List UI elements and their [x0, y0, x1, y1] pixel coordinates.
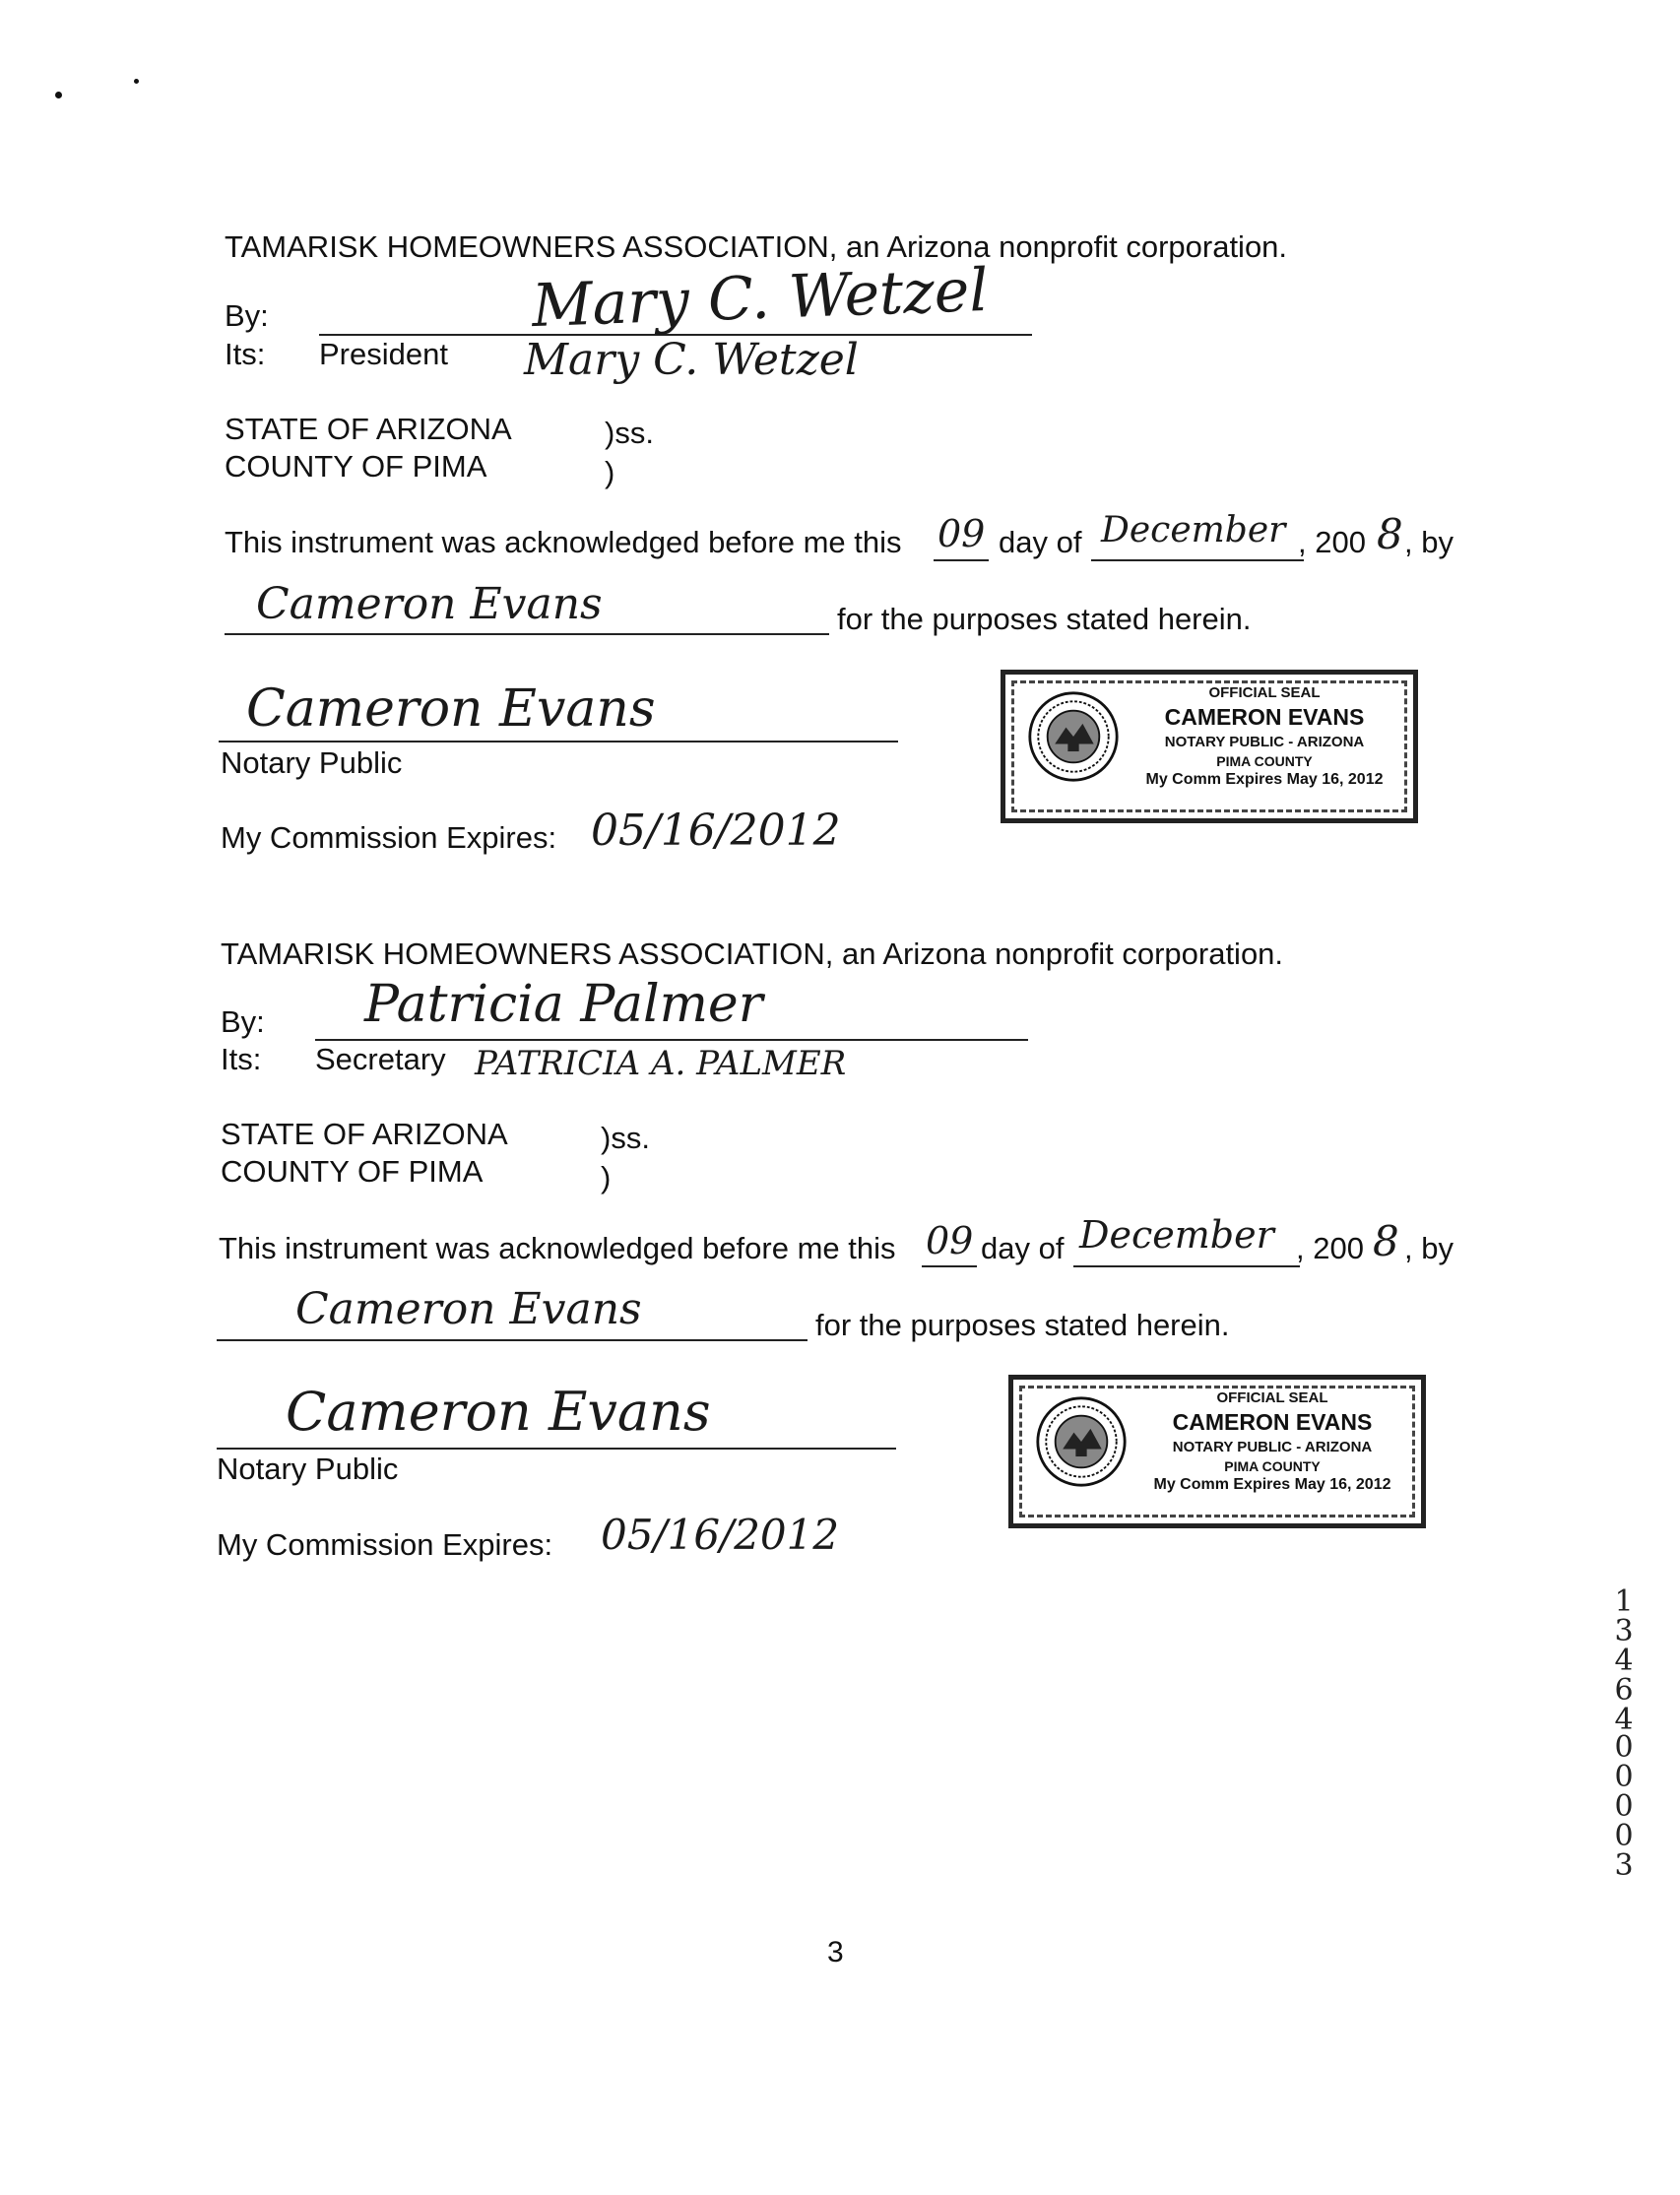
section2-acknowledger: Cameron Evans: [295, 1284, 642, 1334]
margin-digit: 3: [1614, 1614, 1634, 1648]
margin-digit: 1: [1614, 1584, 1634, 1619]
section2-acknowledger-line: [217, 1339, 808, 1341]
margin-digit: 6: [1614, 1673, 1634, 1708]
section1-county-line: COUNTY OF PIMA: [225, 449, 487, 484]
section2-ack-prefix: This instrument was acknowledged before me this: [219, 1231, 896, 1265]
margin-digit: 3: [1614, 1848, 1634, 1883]
section1-paren: ): [605, 455, 615, 489]
section1-year-digit: 8: [1377, 510, 1403, 558]
section2-month-value: December: [1079, 1213, 1274, 1257]
section1-seal-official: OFFICIAL SEAL: [1208, 684, 1321, 701]
section1-seal-name: CAMERON EVANS: [1164, 704, 1365, 730]
section2-heading: TAMARISK HOMEOWNERS ASSOCIATION, an Arizona nonprofit corporation.: [221, 936, 1284, 971]
section2-year-prefix: , 200: [1296, 1231, 1364, 1265]
scan-speck: [55, 92, 62, 98]
section2-purposes: for the purposes stated herein.: [815, 1308, 1230, 1342]
section1-title: President: [319, 337, 448, 371]
section2-its-label: Its:: [221, 1042, 262, 1076]
section1-heading: TAMARISK HOMEOWNERS ASSOCIATION, an Arizona nonprofit corporation.: [225, 229, 1288, 264]
section1-purposes: for the purposes stated herein.: [837, 602, 1252, 636]
section2-expires-value: 05/16/2012: [601, 1511, 840, 1559]
section1-month-value: December: [1101, 510, 1286, 550]
margin-digit: 0: [1614, 1760, 1634, 1794]
section2-notary-signature: Cameron Evans: [286, 1381, 711, 1443]
section1-signature: Mary C. Wetzel: [530, 255, 990, 342]
section2-notary-seal: [1008, 1375, 1426, 1528]
section2-notary-label: Notary Public: [217, 1452, 399, 1486]
section1-by-label: By:: [225, 298, 269, 333]
section1-printed-name: Mary C. Wetzel: [524, 335, 859, 385]
section2-seal-role: NOTARY PUBLIC - ARIZONA: [1172, 1439, 1373, 1455]
arizona-state-seal-icon: [1035, 1395, 1128, 1488]
section2-by-label: By:: [221, 1004, 265, 1039]
section2-state-line: STATE OF ARIZONA: [221, 1117, 508, 1151]
section1-notary-label: Notary Public: [221, 745, 403, 780]
section1-expires-value: 05/16/2012: [591, 806, 841, 856]
section1-notary-signature: Cameron Evans: [246, 679, 656, 739]
section1-day-line: [934, 559, 989, 561]
section2-seal-name: CAMERON EVANS: [1172, 1409, 1373, 1435]
section1-notary-seal: [1001, 670, 1418, 823]
section2-ss: )ss.: [601, 1121, 650, 1155]
section2-printed-name: PATRICIA A. PALMER: [475, 1044, 847, 1083]
section1-ss: )ss.: [605, 416, 654, 450]
margin-digit: 4: [1614, 1703, 1634, 1737]
section2-signature-line: [315, 1039, 1028, 1041]
section2-title: Secretary: [315, 1042, 446, 1076]
section1-notary-line: [219, 741, 898, 742]
section1-year-prefix: , 200: [1298, 525, 1366, 559]
scan-speck: [134, 79, 139, 84]
section1-month-line: [1091, 559, 1304, 561]
page-number: 3: [827, 1936, 844, 1969]
section1-expires-label: My Commission Expires:: [221, 820, 557, 855]
section2-notary-line: [217, 1448, 896, 1450]
section2-by-suffix: , by: [1404, 1231, 1454, 1265]
section1-acknowledger: Cameron Evans: [256, 579, 603, 629]
margin-digit: 4: [1614, 1644, 1634, 1678]
section2-paren: ): [601, 1160, 612, 1194]
section1-ack-prefix: This instrument was acknowledged before me this: [225, 525, 902, 559]
section1-its-label: Its:: [225, 337, 266, 371]
section2-seal-official: OFFICIAL SEAL: [1216, 1389, 1328, 1406]
section1-seal-role: NOTARY PUBLIC - ARIZONA: [1164, 734, 1365, 750]
arizona-state-seal-icon: [1027, 690, 1120, 783]
section1-state-line: STATE OF ARIZONA: [225, 412, 512, 446]
section2-signature: Patricia Palmer: [364, 975, 763, 1034]
section2-expires-label: My Commission Expires:: [217, 1527, 553, 1562]
section1-seal-expires: My Comm Expires May 16, 2012: [1145, 771, 1384, 788]
section2-seal-county: PIMA COUNTY: [1224, 1458, 1321, 1474]
margin-digit: 0: [1614, 1789, 1634, 1824]
section2-day-line: [922, 1265, 977, 1267]
section2-seal-expires: My Comm Expires May 16, 2012: [1153, 1476, 1391, 1493]
section1-day-of: day of: [999, 525, 1082, 559]
section2-day-of: day of: [981, 1231, 1065, 1265]
section2-day-value: 09: [926, 1219, 974, 1262]
section1-acknowledger-line: [225, 633, 829, 635]
section1-by-suffix: , by: [1404, 525, 1454, 559]
section2-year-digit: 8: [1373, 1217, 1399, 1265]
margin-digit: 0: [1614, 1730, 1634, 1765]
section1-day-value: 09: [937, 512, 986, 555]
section1-seal-county: PIMA COUNTY: [1216, 753, 1313, 769]
margin-digit: 0: [1614, 1819, 1634, 1853]
section2-month-line: [1073, 1265, 1300, 1267]
section2-county-line: COUNTY OF PIMA: [221, 1154, 484, 1189]
